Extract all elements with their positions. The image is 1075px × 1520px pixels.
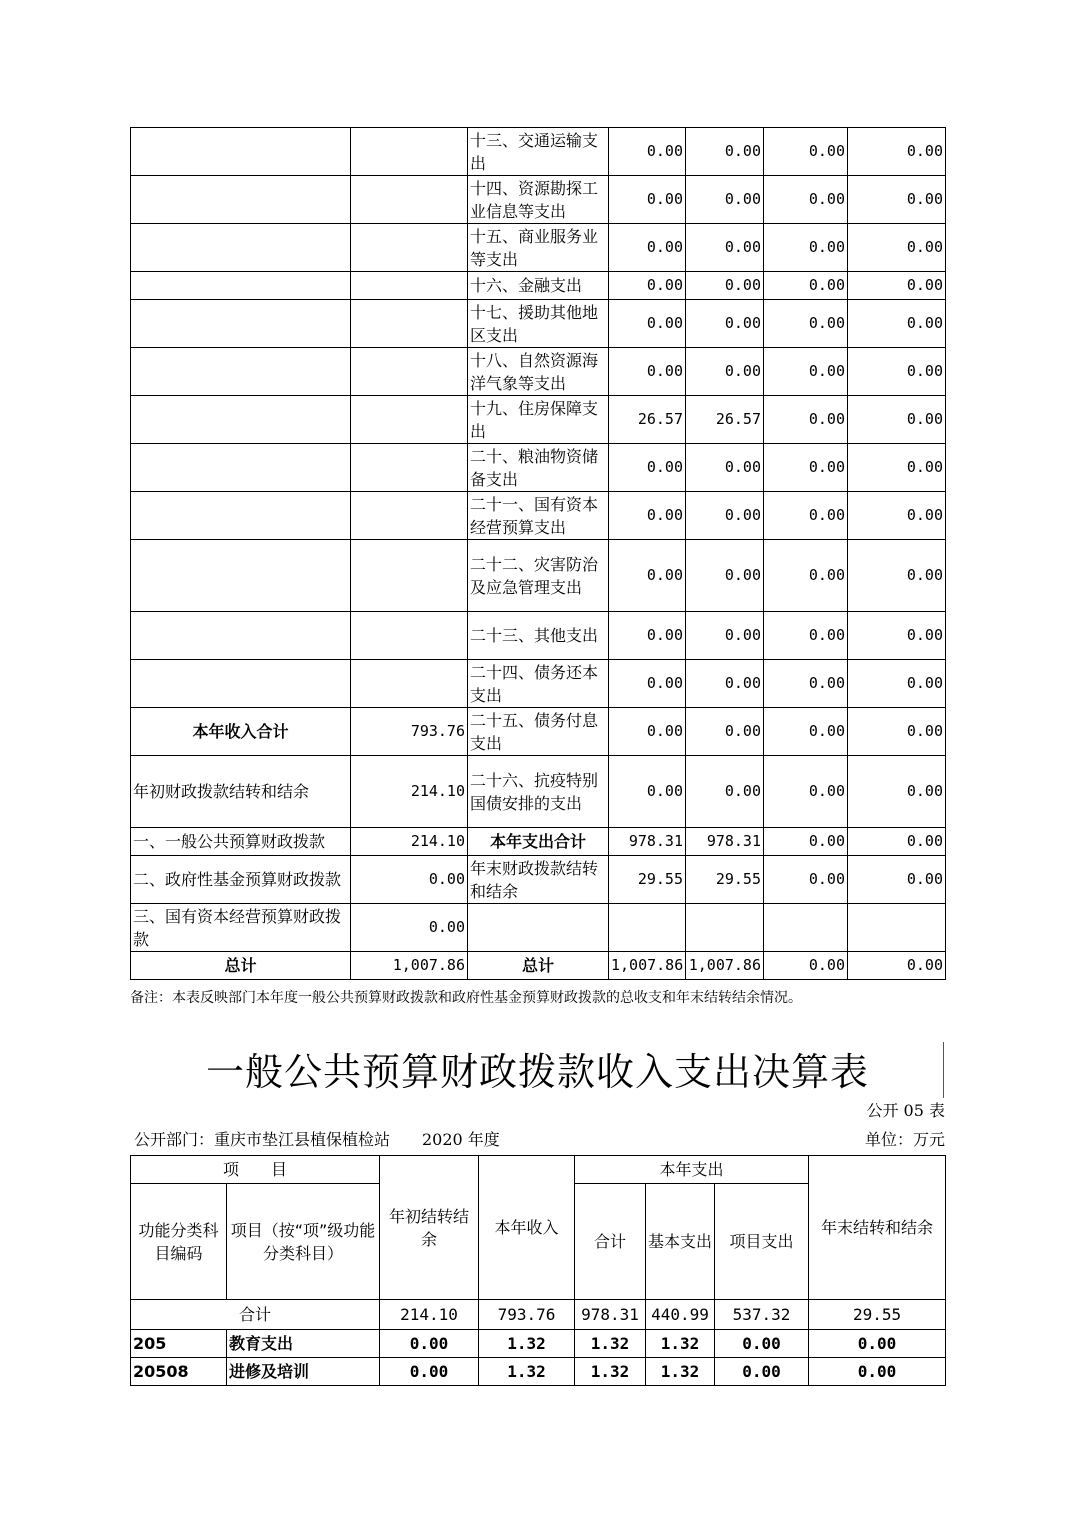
table-row xyxy=(131,540,946,612)
table-row xyxy=(131,708,946,756)
grand-total-value: 1,007.86 xyxy=(686,952,764,980)
expense-item: 年末财政拨款结转和结余 xyxy=(468,856,609,904)
expense-total-label: 本年支出合计 xyxy=(468,828,609,856)
expense-item: 二十六、抗疫特别国债安排的支出 xyxy=(468,756,609,828)
grand-total-value: 0.00 xyxy=(848,952,946,980)
expense-value: 0.00 xyxy=(764,176,848,224)
empty-cell xyxy=(686,904,764,952)
row-total: 1.32 xyxy=(575,1330,646,1358)
table-row xyxy=(131,856,946,904)
expense-value: 0.00 xyxy=(848,396,946,444)
expense-value: 0.00 xyxy=(686,612,764,660)
expense-item: 二十、粮油物资储备支出 xyxy=(468,444,609,492)
row-income: 1.32 xyxy=(479,1330,575,1358)
grand-total-label: 总计 xyxy=(131,952,351,980)
expense-value: 0.00 xyxy=(609,444,686,492)
expense-value: 0.00 xyxy=(609,176,686,224)
page-title: 一般公共预算财政拨款收入支出决算表 xyxy=(205,1050,869,1094)
income-value-blank xyxy=(351,444,468,492)
sum-income: 793.76 xyxy=(479,1300,575,1330)
expense-item: 十九、住房保障支出 xyxy=(468,396,609,444)
income-label-blank xyxy=(131,492,351,540)
table-row xyxy=(131,952,946,980)
header-basic: 基本支出 xyxy=(646,1184,715,1300)
table-row xyxy=(131,176,946,224)
expense-value: 0.00 xyxy=(764,300,848,348)
expense-item: 二十三、其他支出 xyxy=(468,612,609,660)
expense-value: 0.00 xyxy=(764,540,848,612)
income-value-blank xyxy=(351,224,468,272)
expense-item: 二十一、国有资本经营预算支出 xyxy=(468,492,609,540)
expense-value: 0.00 xyxy=(848,224,946,272)
expense-value: 26.57 xyxy=(609,396,686,444)
row-basic: 1.32 xyxy=(646,1330,715,1358)
expense-value: 0.00 xyxy=(848,708,946,756)
grand-total-value: 0.00 xyxy=(764,952,848,980)
expense-item: 十五、商业服务业等支出 xyxy=(468,224,609,272)
department-year: 公开部门：重庆市垫江县植保植检站 2020 年度 xyxy=(134,1130,500,1149)
expense-value: 0.00 xyxy=(764,444,848,492)
income-label-blank xyxy=(131,444,351,492)
header-project: 项目支出 xyxy=(715,1184,809,1300)
gov-fund-label: 二、政府性基金预算财政拨款 xyxy=(131,856,351,904)
row-project: 0.00 xyxy=(715,1358,809,1386)
table-row xyxy=(131,492,946,540)
income-value-blank xyxy=(351,396,468,444)
expense-value: 0.00 xyxy=(686,272,764,300)
income-value-blank xyxy=(351,176,468,224)
expense-value: 0.00 xyxy=(848,660,946,708)
expense-value: 0.00 xyxy=(609,540,686,612)
expense-value: 0.00 xyxy=(686,348,764,396)
expense-value: 0.00 xyxy=(686,128,764,176)
state-capital-value: 0.00 xyxy=(351,904,468,952)
row-income: 1.32 xyxy=(479,1358,575,1386)
expense-value: 0.00 xyxy=(686,224,764,272)
sum-project: 537.32 xyxy=(715,1300,809,1330)
expense-value: 0.00 xyxy=(848,612,946,660)
income-value-blank xyxy=(351,540,468,612)
table-note: 备注：本表反映部门本年度一般公共预算财政拨款和政府性基金预算财政拨款的总收支和年末结转结余情况。 xyxy=(130,990,802,1006)
expense-item: 十六、金融支出 xyxy=(468,272,609,300)
table-row xyxy=(131,348,946,396)
expense-item: 十八、自然资源海洋气象等支出 xyxy=(468,348,609,396)
row-code: 20508 xyxy=(131,1358,227,1386)
expense-value: 0.00 xyxy=(764,348,848,396)
income-value-blank xyxy=(351,272,468,300)
gov-fund-value: 0.00 xyxy=(351,856,468,904)
expense-value: 0.00 xyxy=(609,492,686,540)
expense-item: 二十四、债务还本支出 xyxy=(468,660,609,708)
table-row xyxy=(131,828,946,856)
expense-value: 0.00 xyxy=(609,300,686,348)
expense-value: 0.00 xyxy=(848,300,946,348)
row-total: 1.32 xyxy=(575,1358,646,1386)
income-total-label: 本年收入合计 xyxy=(131,708,351,756)
header-expense: 本年支出 xyxy=(575,1156,809,1184)
grand-total-value: 1,007.86 xyxy=(609,952,686,980)
expense-value: 0.00 xyxy=(764,660,848,708)
header-total: 合计 xyxy=(575,1184,646,1300)
row-project: 0.00 xyxy=(715,1330,809,1358)
expense-value: 0.00 xyxy=(848,128,946,176)
income-value-blank xyxy=(351,300,468,348)
row-yearend: 0.00 xyxy=(809,1330,946,1358)
expense-total-value: 978.31 xyxy=(686,828,764,856)
income-label-blank xyxy=(131,612,351,660)
expense-value: 0.00 xyxy=(686,492,764,540)
expense-total-value: 0.00 xyxy=(764,828,848,856)
row-basic: 1.32 xyxy=(646,1358,715,1386)
income-value-blank xyxy=(351,348,468,396)
header-yearend: 年末结转和结余 xyxy=(809,1156,946,1300)
row-code: 205 xyxy=(131,1330,227,1358)
header-carry: 年初结转结余 xyxy=(380,1156,479,1300)
income-label-blank xyxy=(131,396,351,444)
income-value-blank xyxy=(351,660,468,708)
expense-value: 0.00 xyxy=(764,272,848,300)
expense-value: 0.00 xyxy=(686,660,764,708)
expense-value: 0.00 xyxy=(848,348,946,396)
general-budget-label: 一、一般公共预算财政拨款 xyxy=(131,828,351,856)
expense-value: 0.00 xyxy=(764,756,848,828)
header-code: 功能分类科目编码 xyxy=(131,1184,227,1300)
expense-value: 0.00 xyxy=(848,176,946,224)
income-label-blank xyxy=(131,128,351,176)
income-label-blank xyxy=(131,540,351,612)
income-value-blank xyxy=(351,612,468,660)
expense-item: 二十二、灾害防治及应急管理支出 xyxy=(468,540,609,612)
table-row xyxy=(131,444,946,492)
table-row xyxy=(131,612,946,660)
budget-appropriation-table xyxy=(130,1155,946,1386)
row-carry: 0.00 xyxy=(380,1330,479,1358)
income-label-blank xyxy=(131,300,351,348)
expense-value: 0.00 xyxy=(764,396,848,444)
expense-value: 0.00 xyxy=(686,708,764,756)
table-row xyxy=(131,128,946,176)
sum-yearend: 29.55 xyxy=(809,1300,946,1330)
expense-value: 0.00 xyxy=(764,128,848,176)
table-row xyxy=(131,300,946,348)
carry-value: 214.10 xyxy=(351,756,468,828)
general-budget-value: 214.10 xyxy=(351,828,468,856)
expense-item: 二十五、债务付息支出 xyxy=(468,708,609,756)
income-label-blank xyxy=(131,272,351,300)
row-carry: 0.00 xyxy=(380,1358,479,1386)
table-row xyxy=(131,660,946,708)
header-name: 项目（按“项”级功能分类科目） xyxy=(227,1184,380,1300)
expense-value: 0.00 xyxy=(764,612,848,660)
empty-cell xyxy=(848,904,946,952)
grand-total-label: 总计 xyxy=(468,952,609,980)
expense-item: 十三、交通运输支出 xyxy=(468,128,609,176)
sum-carry: 214.10 xyxy=(380,1300,479,1330)
expense-value: 0.00 xyxy=(609,272,686,300)
expense-value: 29.55 xyxy=(609,856,686,904)
row-name: 进修及培训 xyxy=(227,1358,380,1386)
expense-value: 26.57 xyxy=(686,396,764,444)
expense-value: 0.00 xyxy=(764,492,848,540)
expense-value: 0.00 xyxy=(609,660,686,708)
expense-value: 0.00 xyxy=(686,540,764,612)
expense-value: 0.00 xyxy=(686,300,764,348)
table-row xyxy=(131,396,946,444)
expense-value: 0.00 xyxy=(848,444,946,492)
income-value-blank xyxy=(351,492,468,540)
expense-value: 0.00 xyxy=(609,756,686,828)
expense-value: 0.00 xyxy=(848,492,946,540)
expense-value: 0.00 xyxy=(609,708,686,756)
expense-value: 0.00 xyxy=(848,856,946,904)
unit-label: 单位：万元 xyxy=(864,1130,945,1149)
income-value-blank xyxy=(351,128,468,176)
sum-total: 978.31 xyxy=(575,1300,646,1330)
income-label-blank xyxy=(131,224,351,272)
header-income: 本年收入 xyxy=(479,1156,575,1300)
expense-value: 0.00 xyxy=(609,224,686,272)
income-expense-summary-table xyxy=(130,127,946,980)
header-item: 项 目 xyxy=(131,1156,380,1184)
expense-value: 0.00 xyxy=(686,444,764,492)
state-capital-label: 三、国有资本经营预算财政拨款 xyxy=(131,904,351,952)
empty-cell xyxy=(468,904,609,952)
expense-value: 0.00 xyxy=(686,176,764,224)
expense-value: 0.00 xyxy=(609,612,686,660)
income-label-blank xyxy=(131,660,351,708)
empty-cell xyxy=(764,904,848,952)
table-row xyxy=(131,756,946,828)
empty-cell xyxy=(609,904,686,952)
row-name: 教育支出 xyxy=(227,1330,380,1358)
expense-item: 十七、援助其他地区支出 xyxy=(468,300,609,348)
income-label-blank xyxy=(131,176,351,224)
expense-total-value: 0.00 xyxy=(848,828,946,856)
income-total-value: 793.76 xyxy=(351,708,468,756)
table-row xyxy=(131,272,946,300)
expense-value: 0.00 xyxy=(609,348,686,396)
expense-value: 0.00 xyxy=(609,128,686,176)
expense-value: 0.00 xyxy=(848,272,946,300)
expense-value: 0.00 xyxy=(848,756,946,828)
table-number: 公开 05 表 xyxy=(866,1101,945,1120)
grand-total-value: 1,007.86 xyxy=(351,952,468,980)
expense-value: 0.00 xyxy=(848,540,946,612)
divider xyxy=(943,1042,944,1098)
expense-value: 29.55 xyxy=(686,856,764,904)
expense-value: 0.00 xyxy=(764,856,848,904)
table-row xyxy=(131,224,946,272)
expense-total-value: 978.31 xyxy=(609,828,686,856)
row-yearend: 0.00 xyxy=(809,1358,946,1386)
income-label-blank xyxy=(131,348,351,396)
expense-value: 0.00 xyxy=(764,708,848,756)
sum-basic: 440.99 xyxy=(646,1300,715,1330)
expense-item: 十四、资源勘探工业信息等支出 xyxy=(468,176,609,224)
expense-value: 0.00 xyxy=(764,224,848,272)
expense-value: 0.00 xyxy=(686,756,764,828)
sum-label: 合计 xyxy=(131,1300,380,1330)
table-row xyxy=(131,904,946,952)
carry-label: 年初财政拨款结转和结余 xyxy=(131,756,351,828)
